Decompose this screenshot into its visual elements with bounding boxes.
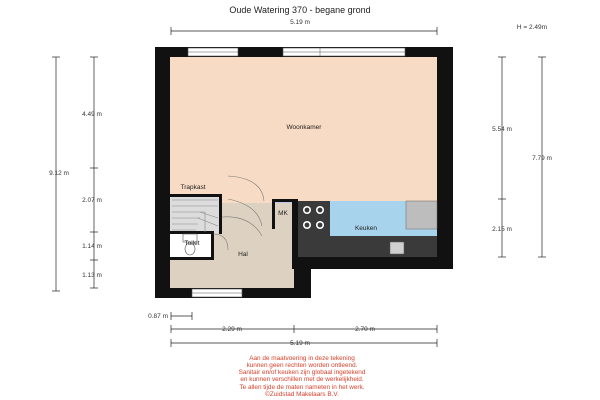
disclaimer-line-3: Sanitair en/of keuken zijn globaal ingetekend: [238, 369, 366, 376]
dim-1-14: 1.14 m: [82, 243, 102, 250]
dim-0-87: 0.87 m: [148, 313, 168, 320]
dim-4-49: 4.49 m: [82, 111, 102, 118]
disclaimer: [239, 355, 366, 398]
dim-9-12: 9.12 m: [49, 170, 69, 177]
dim-2-70: 2.70 m: [355, 326, 375, 333]
dim-7-79: 7.79 m: [532, 155, 552, 162]
bottom-dimension-chain: [171, 325, 437, 333]
room-label-keuken: Keuken: [354, 225, 378, 232]
ceiling-height-label: H = 2.49m: [516, 24, 548, 31]
room-label-trapkast: Trapkast: [180, 184, 206, 191]
room-label-woonkamer: Woonkamer: [286, 124, 322, 131]
dim-5-19-bottom: 5.19 m: [290, 340, 310, 347]
stair-floor: [170, 195, 222, 233]
disclaimer-line-1: Aan de maatvoering in deze tekening: [249, 355, 355, 362]
left-inner-dimensions: [82, 57, 102, 288]
top-dimension: [171, 19, 437, 35]
disclaimer-line-5: Te allen tijde de maten nameten in het werk.: [239, 384, 365, 391]
room-label-mk: MK: [278, 210, 288, 217]
top-windows: [188, 48, 405, 56]
right-outer-dimension: [532, 57, 552, 257]
left-outer-dimension: [49, 57, 69, 291]
top-width-label: 5.19 m: [290, 19, 310, 26]
front-door: [192, 289, 242, 297]
bottom-dimension-total: [171, 339, 437, 347]
dim-2-29: 2.29 m: [222, 326, 242, 333]
dim-5-54: 5.54 m: [492, 126, 512, 133]
disclaimer-line-2: kunnen geen rechten worden ontleend.: [246, 362, 358, 369]
bottom-dimension-0-87: [148, 312, 192, 320]
room-label-hal: Hal: [238, 251, 248, 258]
room-label-toilet: Toilet: [184, 240, 200, 247]
dim-2-07: 2.07 m: [82, 197, 102, 204]
right-inner-dimensions: [492, 57, 512, 257]
disclaimer-line-6: ©Zuidstad Makelaars B.V.: [265, 391, 339, 398]
disclaimer-line-4: en kunnen verschillen met de werkelijkheid.: [240, 376, 364, 383]
plan-title: Oude Watering 370 - begane grond: [229, 5, 371, 15]
dim-2-15: 2.15 m: [492, 226, 512, 233]
dim-1-13: 1.13 m: [82, 272, 102, 279]
